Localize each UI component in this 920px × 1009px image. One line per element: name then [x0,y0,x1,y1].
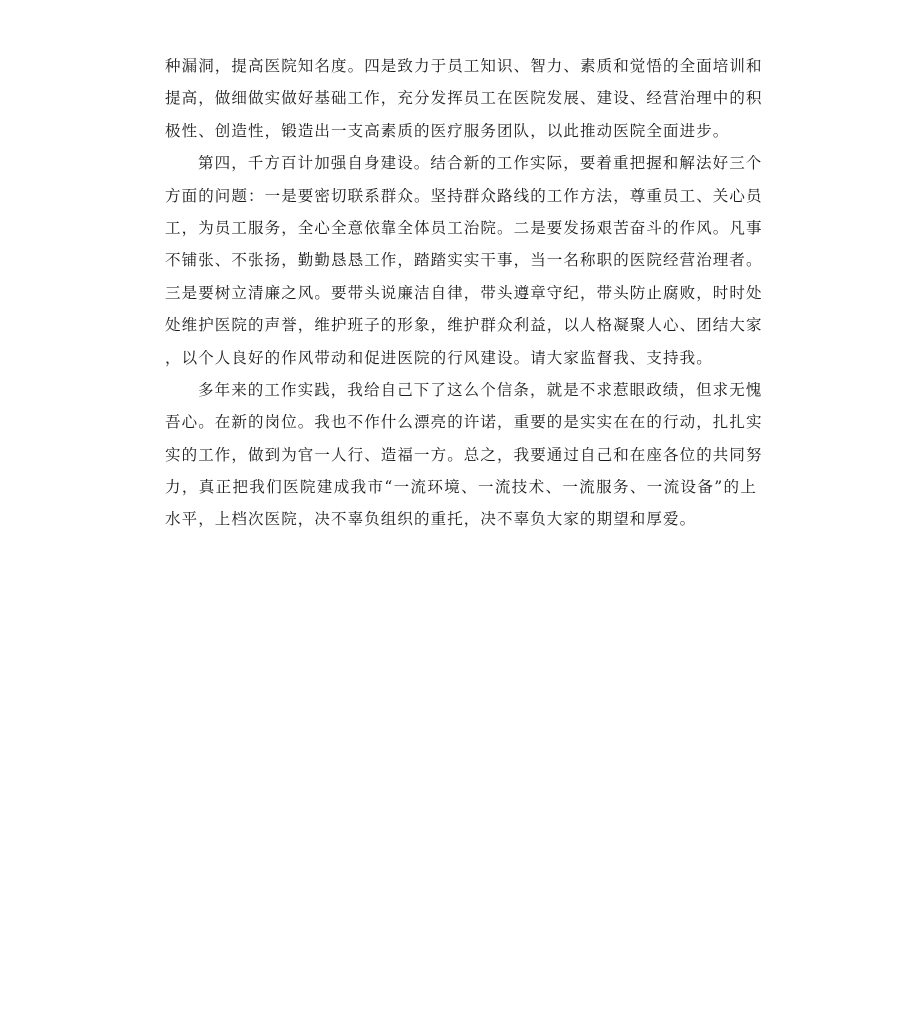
text-line: 不铺张、不张扬，勤勤恳恳工作，踏踏实实干事，当一名称职的医院经营治理者。 [165,251,763,270]
text-line: 处维护医院的声誉，维护班子的形象，维护群众利益，以人格凝聚人心、团结大家 [165,316,763,335]
text-line: 种漏洞，提高医院知名度。四是致力于员工知识、智力、素质和觉悟的全面培训和 [165,57,763,75]
text-line: 实的工作，做到为官一人行、造福一方。总之，我要通过自己和在座各位的共同努 [165,445,763,464]
text-line: 方面的问题：一是要密切联系群众。坚持群众路线的工作方法，尊重员工、关心员 [165,186,763,205]
text-line: 三是要树立清廉之风。要带头说廉洁自律，带头遵章守纪，带头防止腐败，时时处 [165,283,763,302]
text-line: 吾心。在新的岗位。我也不作什么漂亮的许诺，重要的是实实在在的行动，扎扎实 [165,413,763,432]
text-line: 水平，上档次医院，决不辜负组织的重托，决不辜负大家的期望和厚爱。 [165,510,697,529]
paragraph-start-line: 多年来的工作实践，我给自己下了这么个信条，就是不求惹眼政绩，但求无愧 [198,380,763,399]
text-line: 工，为员工服务，全心全意依靠全体员工治院。二是要发扬艰苦奋斗的作风。凡事 [165,218,763,237]
text-line: 极性、创造性，锻造出一支高素质的医疗服务团队，以此推动医院全面进步。 [165,121,730,140]
paragraph-start-line: 第四，千方百计加强自身建设。结合新的工作实际，要着重把握和解法好三个 [198,154,763,173]
text-line: 力，真正把我们医院建成我市“一流环境、一流技术、一流服务、一流设备”的上 [165,478,757,497]
document-body [165,50,763,536]
text-line: ，以个人良好的作风带动和促进医院的行风建设。请大家监督我、支持我。 [165,348,713,367]
text-line: 提高，做细做实做好基础工作，充分发挥员工在医院发展、建设、经营治理中的积 [165,89,763,108]
